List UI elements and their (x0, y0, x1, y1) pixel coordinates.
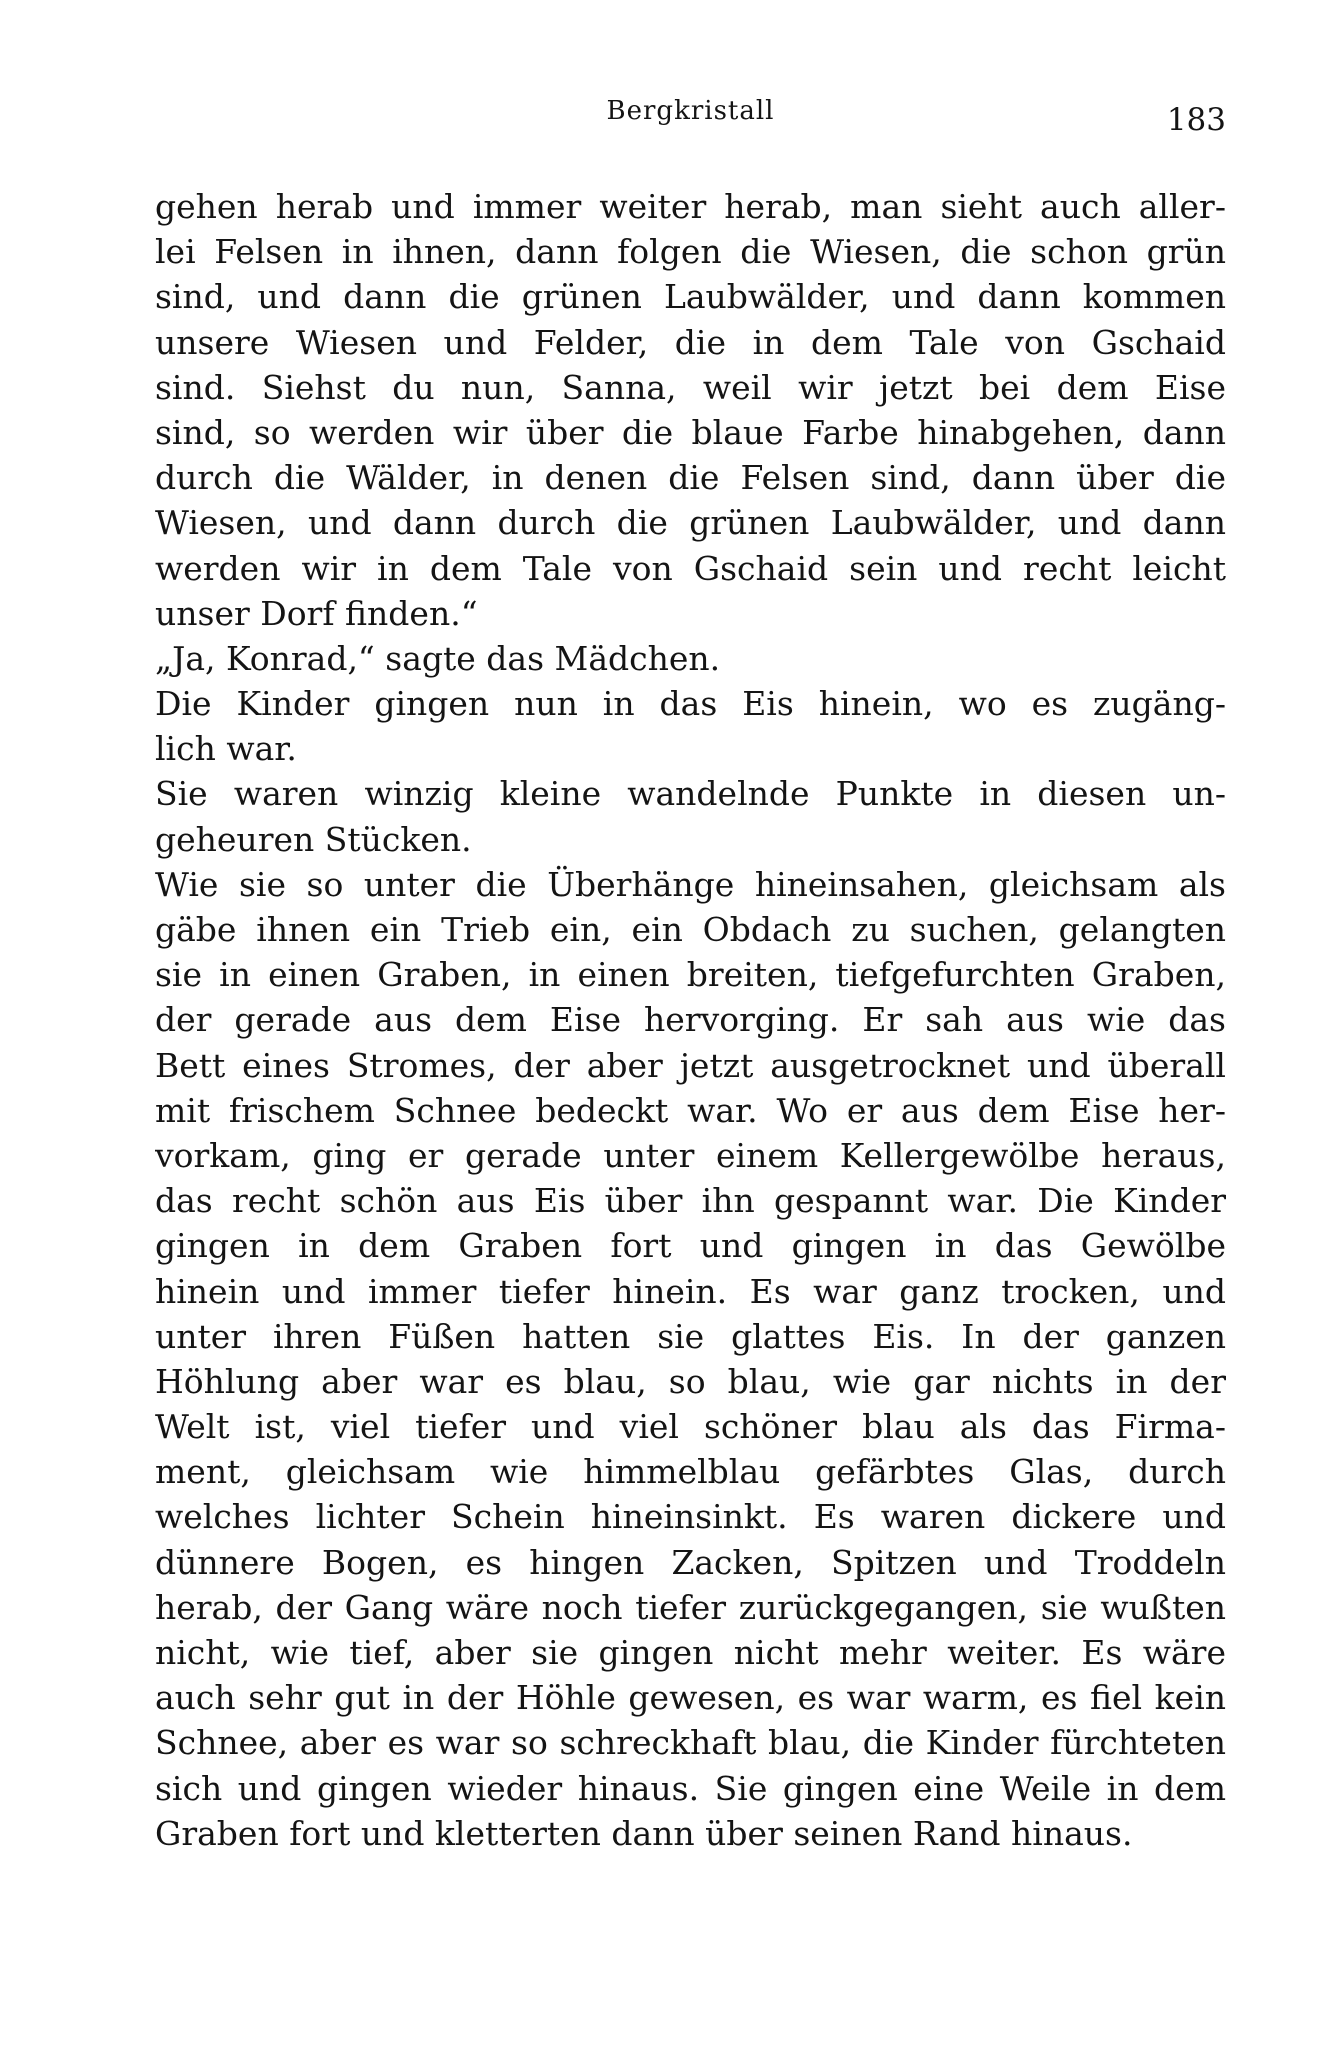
text-line: Höhlung aber war es blau, so blau, wie gar nichts in der (155, 1361, 1226, 1401)
text-line: Bett eines Stromes, der aber jetzt ausgetrocknet und überall (155, 1045, 1226, 1085)
text-line: ment, gleichsam wie himmelblau gefärbtes Glas, durch (155, 1452, 1226, 1492)
text-line: gäbe ihnen ein Trieb ein, ein Obdach zu suchen, gelangten (155, 910, 1226, 949)
running-title: Bergkristall (606, 96, 775, 126)
text-line: das recht schön aus Eis über ihn gespannt war. Die Kinder (155, 1181, 1226, 1221)
text-line: Wie sie so unter die Überhänge hineinsahen, gleichsam als (155, 864, 1226, 904)
text-line: lich war. (155, 729, 297, 769)
text-line: gehen herab und immer weiter herab, man sieht auch aller- (155, 187, 1226, 226)
text-line: Wiesen, und dann durch die grünen Laubwälder, und dann (155, 503, 1226, 543)
page-number: 183 (1166, 102, 1226, 138)
text-line: Sie waren winzig kleine wandelnde Punkte in diesen un- (155, 774, 1226, 814)
body-text (155, 184, 1226, 1856)
text-line: auch sehr gut in der Höhle gewesen, es war warm, es fiel kein (155, 1678, 1226, 1718)
text-line: sind, so werden wir über die blaue Farbe hinabgehen, dann (155, 412, 1226, 452)
text-line: Welt ist, viel tiefer und viel schöner blau als das Firma- (155, 1407, 1226, 1447)
running-head (155, 96, 1226, 146)
text-line: „Ja, Konrad,“ sagte das Mädchen. (155, 638, 721, 678)
text-line: durch die Wälder, in denen die Felsen sind, dann über die (155, 458, 1226, 498)
text-line: der gerade aus dem Eise hervorging. Er sah aus wie das (155, 1000, 1226, 1040)
text-line: unser Dorf finden.“ (155, 593, 478, 633)
text-line: werden wir in dem Tale von Gschaid sein und recht leicht (155, 548, 1226, 588)
text-line: nicht, wie tief, aber sie gingen nicht mehr weiter. Es wäre (155, 1633, 1226, 1672)
text-line: sie in einen Graben, in einen breiten, tiefgefurchten Graben, (155, 955, 1226, 995)
text-line: dünnere Bogen, es hingen Zacken, Spitzen und Troddeln (155, 1542, 1226, 1582)
text-line: hinein und immer tiefer hinein. Es war ganz trocken, und (155, 1271, 1226, 1311)
text-line: unter ihren Füßen hatten sie glattes Eis. In der ganzen (155, 1316, 1226, 1356)
text-line: welches lichter Schein hineinsinkt. Es waren dickere und (155, 1497, 1226, 1537)
text-line: mit frischem Schnee bedeckt war. Wo er aus dem Eise her- (155, 1090, 1226, 1130)
text-line: sich und gingen wieder hinaus. Sie gingen eine Weile in dem (155, 1768, 1226, 1808)
text-line: lei Felsen in ihnen, dann folgen die Wiesen, die schon grün (155, 232, 1226, 272)
text-line: sind, und dann die grünen Laubwälder, und dann kommen (155, 277, 1226, 317)
text-line: Graben fort und kletterten dann über seinen Rand hinaus. (155, 1813, 1133, 1853)
text-line: vorkam, ging er gerade unter einem Kellergewölbe heraus, (155, 1135, 1226, 1175)
text-line: geheuren Stücken. (155, 819, 472, 859)
text-line: Schnee, aber es war so schreckhaft blau, die Kinder fürchteten (155, 1723, 1226, 1763)
text-line: unsere Wiesen und Felder, die in dem Tale von Gschaid (155, 322, 1226, 362)
text-line: sind. Siehst du nun, Sanna, weil wir jetzt bei dem Eise (155, 367, 1226, 407)
text-line: herab, der Gang wäre noch tiefer zurückgegangen, sie wußten (155, 1587, 1226, 1627)
text-line: Die Kinder gingen nun in das Eis hinein, wo es zugäng- (155, 684, 1226, 724)
text-line: gingen in dem Graben fort und gingen in das Gewölbe (155, 1226, 1226, 1266)
